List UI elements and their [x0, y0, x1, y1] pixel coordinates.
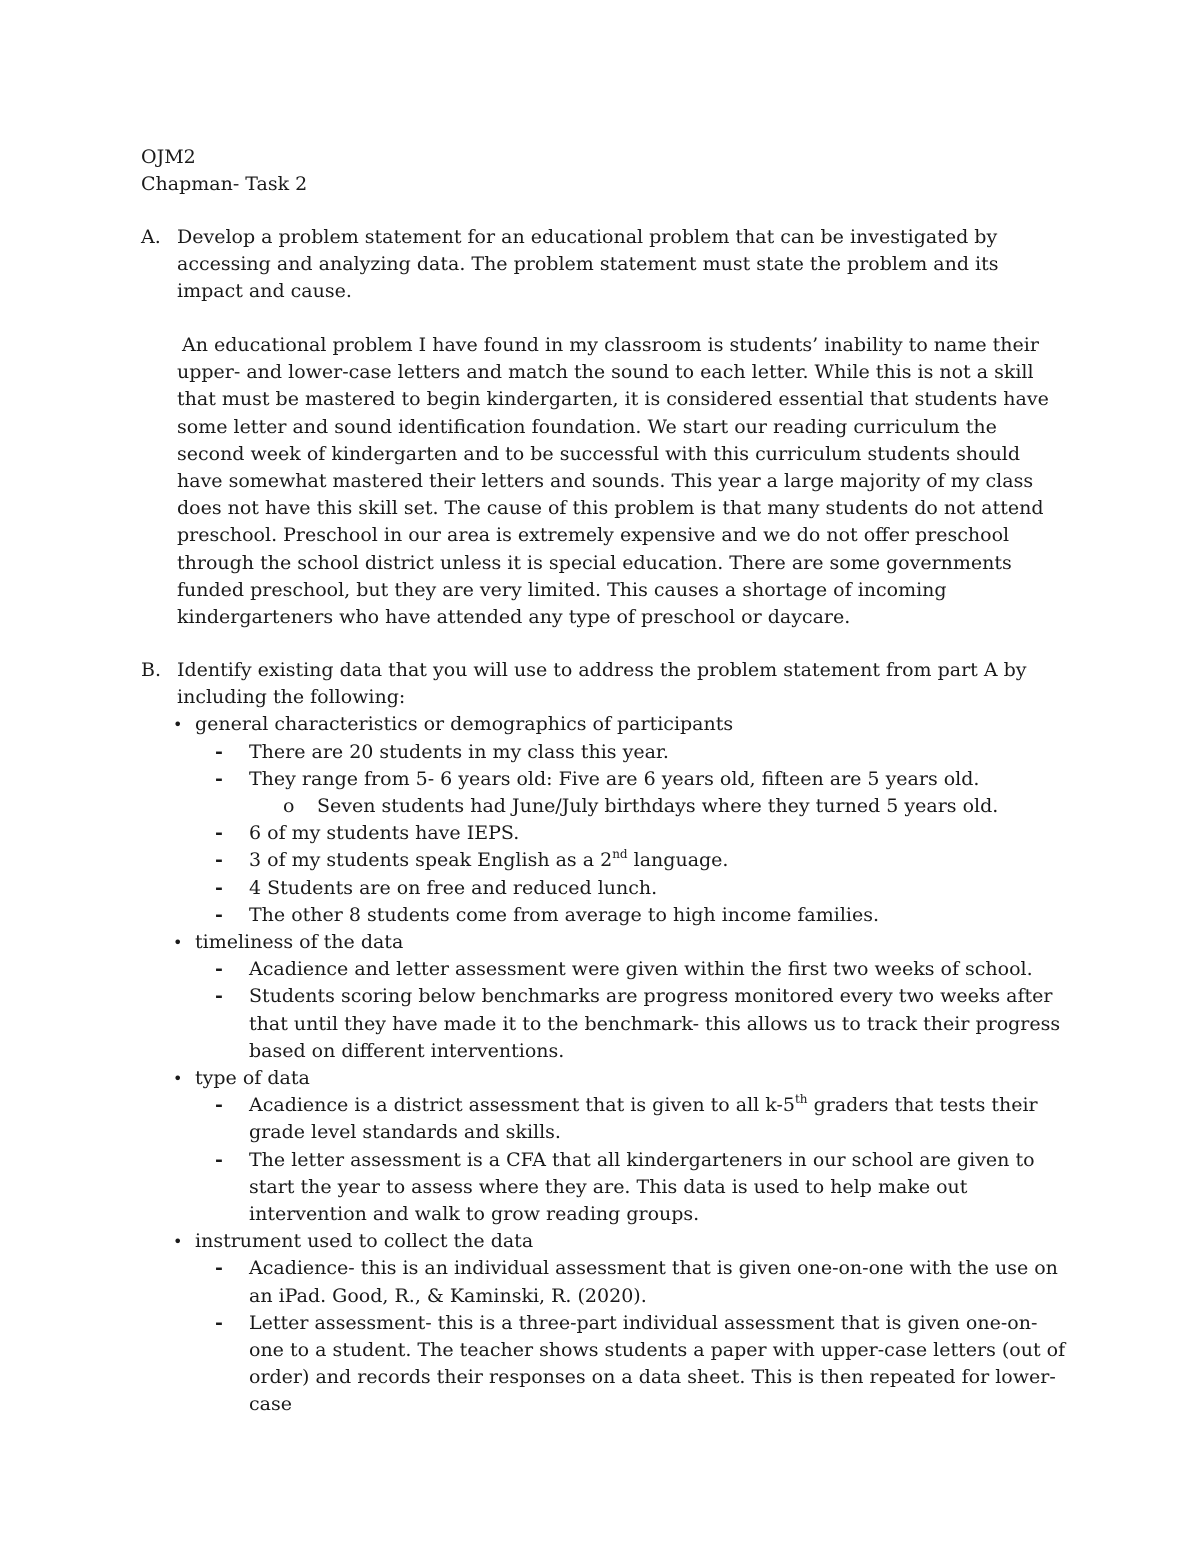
- task-title: Chapman- Task 2: [141, 173, 308, 196]
- section-a-prompt: Develop a problem statement for an educational problem that can be investigated by accessing and analyzing data. The problem statement must state the problem and its impact and cause.: [177, 226, 999, 303]
- list-item-text: [249, 847, 1066, 874]
- list-item: [213, 902, 1066, 929]
- list-item-text: 4 Students are on free and reduced lunch.: [249, 876, 658, 899]
- section-b-prompt: Identify existing data that you will use to address the problem statement from part A by including the following:: [177, 659, 1027, 709]
- list-item: [213, 875, 1066, 902]
- list-item-text: Acadience and letter assessment were given within the first two weeks of school.: [249, 958, 1033, 981]
- list-item: [213, 1310, 1066, 1419]
- section-a-letter: A.: [141, 226, 161, 248]
- list-item: [173, 711, 1066, 738]
- dash-icon: -: [215, 767, 223, 790]
- dash-icon: -: [215, 1311, 223, 1334]
- bullet-icon: •: [173, 715, 183, 735]
- section-b: [141, 657, 1066, 1419]
- text-run: language.: [627, 849, 729, 872]
- list-item-text: There are 20 students in my class this year.: [249, 740, 669, 763]
- superscript: th: [794, 1092, 808, 1107]
- list-item: [173, 1065, 1066, 1092]
- list-item: [213, 739, 1066, 766]
- list-item-text: They range from 5- 6 years old: Five are 6 years old, fifteen are 5 years old.: [249, 767, 980, 790]
- bullet-label: instrument used to collect the data: [195, 1230, 534, 1253]
- dash-icon: -: [215, 1094, 223, 1117]
- list-item-text: The other 8 students come from average to high income families.: [249, 903, 880, 926]
- section-a-answer: An educational problem I have found in my classroom is students’ inability to name their upper- and lower-case letters and match the sound to each letter. While this is not a skill that must be mastered to begin kindergarten, it is considered essential that students have some letter and sound identification foundation. We start our reading curriculum the second week of kindergarten and to be successful with this curriculum students should have somewhat mastered their letters and sounds. This year a large majority of my class does not have this skill set. The cause of this problem is that many students do not attend preschool. Preschool in our area is extremely expensive and we do not offer preschool through the school district unless it is special education. There are some governments funded preschool, but they are very limited. This causes a shortage of incoming kindergarteners who have attended any type of preschool or daycare.: [177, 334, 1049, 629]
- dash-icon: -: [215, 740, 223, 763]
- list-item: [213, 983, 1066, 1065]
- section-b-letter: B.: [141, 659, 162, 681]
- course-code: OJM2: [141, 146, 196, 168]
- list-item: [213, 1147, 1066, 1229]
- list-item-text: Letter assessment- this is a three-part individual assessment that is given one-on-one to a student. The teacher shows students a paper with upper-case letters (out of order) and records their responses on a data sheet. This is then repeated for lower-case: [249, 1311, 1066, 1416]
- dash-icon: -: [215, 849, 223, 872]
- list-item: [283, 793, 1066, 820]
- list-item-text: Seven students had June/July birthdays where they turned 5 years old.: [317, 795, 999, 818]
- list-item: [213, 847, 1066, 874]
- bullet-icon: •: [173, 1069, 183, 1089]
- bullet-label: general characteristics or demographics of participants: [195, 713, 734, 736]
- dash-icon: -: [215, 822, 223, 845]
- list-item: [213, 956, 1066, 983]
- list-item: [213, 766, 1066, 793]
- list-item-text: The letter assessment is a CFA that all kindergarteners in our school are given to start the year to assess where they are. This data is used to help make out intervention and walk to grow reading groups.: [249, 1148, 1035, 1226]
- list-item-text: 6 of my students have IEPS.: [249, 822, 520, 845]
- text-run: graders that tests their grade level standards and skills.: [249, 1094, 1038, 1144]
- superscript: nd: [612, 847, 628, 862]
- text-run: 3 of my students speak English as a 2: [249, 849, 613, 872]
- dash-icon: -: [215, 903, 223, 926]
- dash-icon: -: [215, 1148, 223, 1171]
- dash-icon: -: [215, 958, 223, 981]
- bullet-label: timeliness of the data: [195, 931, 404, 954]
- list-item-text: Acadience- this is an individual assessment that is given one-on-one with the use on an iPad. Good, R., & Kaminski, R. (2020).: [249, 1257, 1058, 1307]
- list-item: [213, 1255, 1066, 1309]
- list-item: [173, 929, 1066, 956]
- list-item: [173, 1228, 1066, 1255]
- list-item-text: [249, 1092, 1066, 1146]
- document-header: [141, 144, 1061, 198]
- bullet-icon: •: [173, 933, 183, 953]
- dash-icon: -: [215, 876, 223, 899]
- bullet-icon: •: [173, 1232, 183, 1252]
- dash-icon: -: [215, 985, 223, 1008]
- list-item: [213, 1092, 1066, 1146]
- section-a: [141, 224, 1066, 306]
- bullet-label: type of data: [195, 1067, 310, 1090]
- list-item: [213, 820, 1066, 847]
- text-run: Acadience is a district assessment that is given to all k-5: [249, 1094, 795, 1117]
- dash-icon: -: [215, 1257, 223, 1280]
- list-item-text: Students scoring below benchmarks are progress monitored every two weeks after that until they have made it to the benchmark- this allows us to track their progress based on different interventions.: [249, 985, 1061, 1062]
- circle-bullet-icon: o: [283, 795, 295, 818]
